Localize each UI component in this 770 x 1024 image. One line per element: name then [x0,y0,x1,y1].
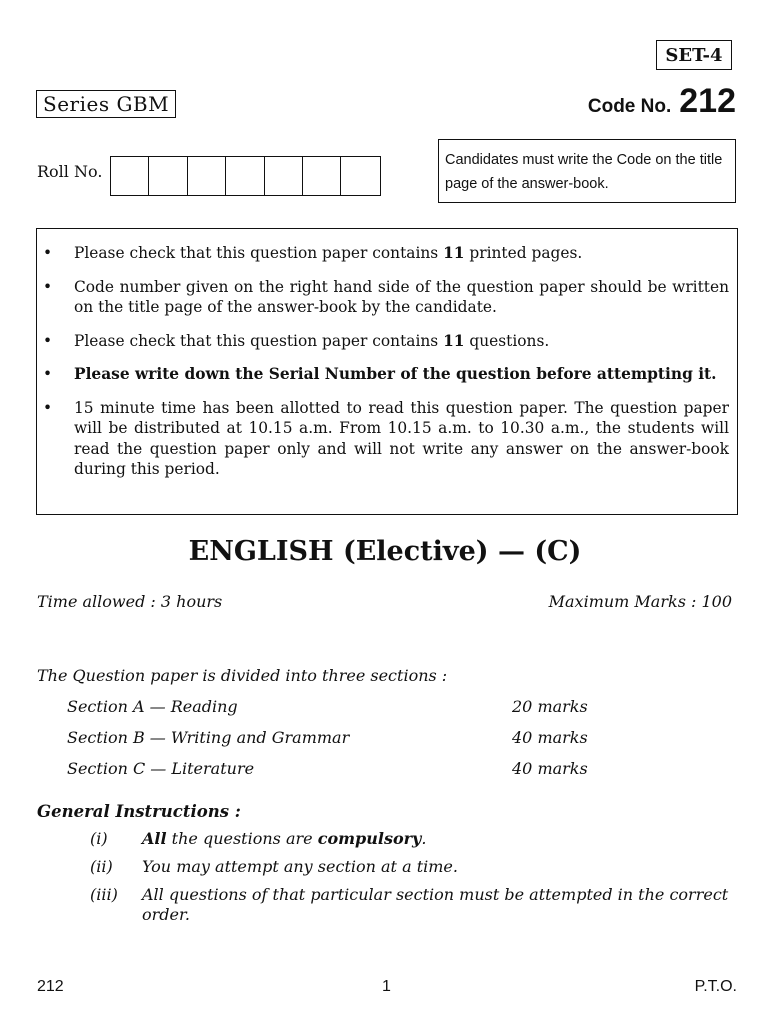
section-name: Section B — Writing and Grammar [67,728,350,747]
roll-digit-box [341,157,379,195]
code-number-block [588,82,736,121]
roll-digit-box [226,157,264,195]
instruction-number: (ii) [90,857,113,876]
section-marks: 20 marks [512,697,588,716]
roll-digit-box [303,157,341,195]
sections-intro: The Question paper is divided into three sections : [37,666,448,685]
instruction-text: All the questions are compulsory. [142,829,427,848]
bullet-icon: • [43,365,53,383]
note-item: • Please check that this question paper contains 11 printed pages. [43,244,583,262]
roll-number-boxes [110,156,381,196]
instruction-item [90,885,730,925]
bullet-icon: • [43,398,53,417]
bullet-icon: • [43,331,53,350]
note-item: • Please write down the Serial Number of the question before attempting it. [43,365,717,383]
bullet-icon: • [43,277,53,296]
section-marks: 40 marks [512,759,588,778]
note-item: • Please check that this question paper contains 11 questions. [43,331,550,350]
instructions-box [36,228,738,515]
paper-title: ENGLISH (Elective) — (C) [188,536,582,567]
footer-code: 212 [37,978,64,995]
instruction-text: All questions of that particular section must be attempted in the correct order. [142,885,729,924]
section-marks: 40 marks [512,728,588,747]
roll-digit-box [111,157,149,195]
roll-digit-box [265,157,303,195]
please-turn-over: P.T.O. [694,978,737,995]
instruction-item [90,829,730,849]
roll-digit-box [188,157,226,195]
candidate-note-box: Candidates must write the Code on the title page of the answer-book. [438,139,736,203]
time-marks-row [37,592,732,611]
note-item: • Code number given on the right hand side of the question paper should be written on the title page of the answer-book by the candidate. [43,277,729,316]
section-row [67,697,627,716]
page-number: 1 [382,978,391,995]
instruction-item [90,857,730,877]
code-number: 212 [679,82,736,120]
set-label: SET-4 [656,40,732,70]
instruction-number: (iii) [90,885,118,904]
general-instructions-heading: General Instructions : [37,802,241,821]
series-label: Series GBM [36,90,176,118]
instruction-text: You may attempt any section at a time. [142,857,458,876]
bullet-icon: • [43,244,53,262]
note-item: • 15 minute time has been allotted to read this question paper. The question paper will be distributed at 10.15 a.m. From 10.15 a.m. to 10.30 a.m., the students will read the question paper only and will not write any answer on the answer-book during this period. [43,398,729,478]
section-name: Section A — Reading [67,697,238,716]
maximum-marks: Maximum Marks : 100 [548,592,732,611]
section-name: Section C — Literature [67,759,255,778]
section-row [67,759,627,778]
code-label: Code No. [587,96,672,117]
roll-digit-box [149,157,187,195]
time-allowed: Time allowed : 3 hours [37,592,223,611]
section-row [67,728,627,747]
roll-number-label: Roll No. [37,162,103,181]
instruction-number: (i) [90,829,108,848]
